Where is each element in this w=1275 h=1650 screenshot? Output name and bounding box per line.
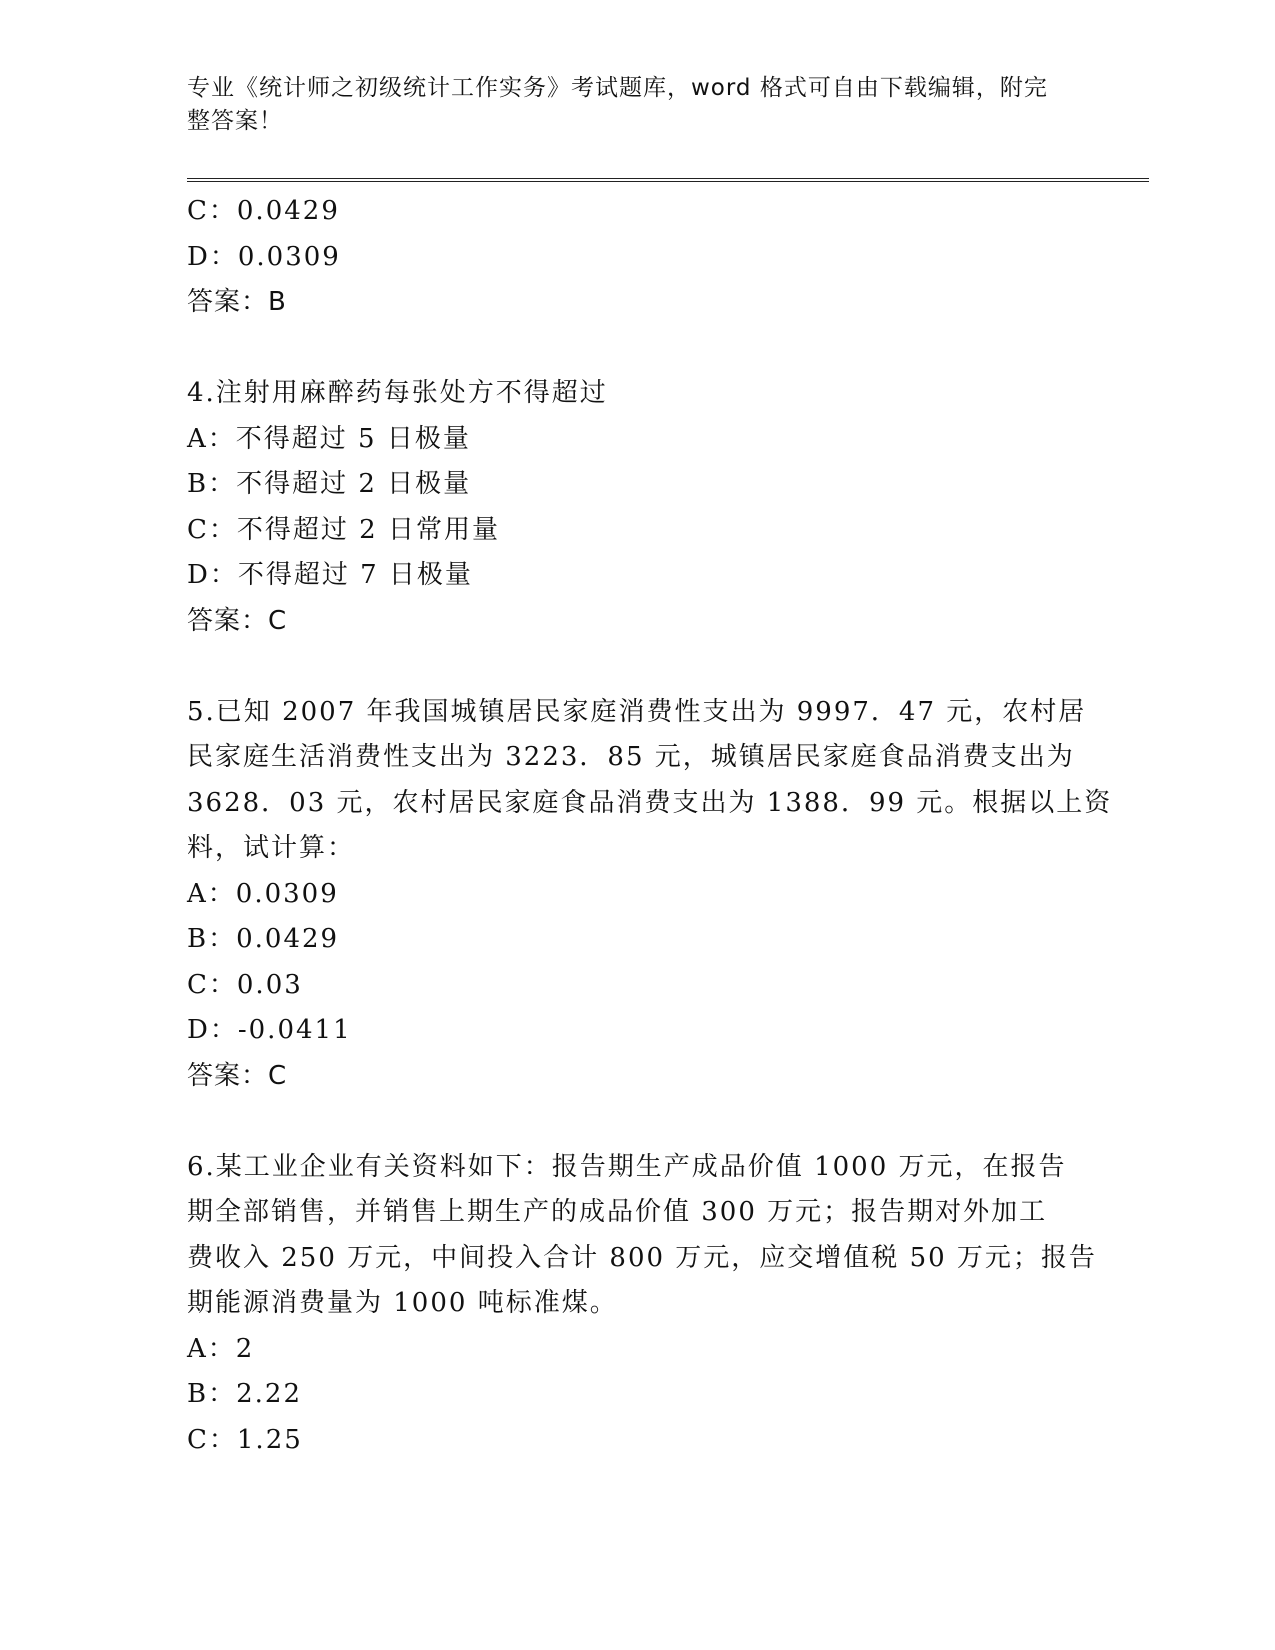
header-divider (187, 178, 1149, 182)
option-d: D：不得超过 7 日极量 (187, 560, 473, 590)
question-list (187, 189, 1113, 1463)
option-b: B：0.0429 (187, 924, 340, 954)
question-stem (187, 690, 1113, 872)
option-c: C：不得超过 2 日常用量 (187, 514, 500, 545)
option-b: B：2.22 (187, 1379, 302, 1409)
question-4 (187, 371, 1087, 644)
option-b: B：不得超过 2 日极量 (187, 469, 472, 499)
spacer (187, 1099, 1087, 1145)
stem-line: 期能源消费量为 1000 吨标准煤。 (187, 1288, 618, 1318)
question-stem: 4.注射用麻醉药每张处方不得超过 (187, 378, 608, 408)
question-stem (187, 1145, 1097, 1327)
stem-line: 料，试计算： (187, 833, 356, 863)
answer-line: 答案：B (187, 287, 287, 317)
stem-line: 3628．03 元，农村居民家庭食品消费支出为 1388．99 元。根据以上资 (187, 787, 1113, 818)
option-d: D：0.0309 (187, 241, 341, 272)
stem-line: 5.已知 2007 年我国城镇居民家庭消费性支出为 9997．47 元，农村居 (187, 696, 1087, 727)
spacer (187, 326, 1087, 372)
option-a: A：2 (187, 1333, 255, 1364)
stem-line: 费收入 250 万元，中间投入合计 800 万元，应交增值税 50 万元；报告 (187, 1242, 1097, 1273)
option-d: D：-0.0411 (187, 1015, 352, 1045)
answer-line: 答案：C (187, 1060, 288, 1091)
question-5 (187, 690, 1113, 1100)
option-a: A：不得超过 5 日极量 (187, 423, 471, 454)
option-c: C：0.03 (187, 969, 303, 1000)
option-c: C：1.25 (187, 1424, 303, 1455)
header-line-2: 整答案！ (187, 108, 283, 134)
option-a: A：0.0309 (187, 878, 339, 909)
stem-line: 6.某工业企业有关资料如下：报告期生产成品价值 1000 万元，在报告 (187, 1151, 1067, 1182)
question-6 (187, 1145, 1097, 1464)
spacer (187, 644, 1087, 690)
answer-line: 答案：C (187, 605, 288, 636)
option-c: C：0.0429 (187, 196, 340, 226)
header-line-1: 专业《统计师之初级统计工作实务》考试题库，word 格式可自由下载编辑，附完 (187, 75, 1048, 101)
document-header (187, 72, 1087, 138)
stem-line: 期全部销售，并销售上期生产的成品价值 300 万元；报告期对外加工 (187, 1197, 1048, 1227)
question-3 (187, 189, 1087, 326)
stem-line: 民家庭生活消费性支出为 3223．85 元，城镇居民家庭食品消费支出为 (187, 742, 1075, 772)
